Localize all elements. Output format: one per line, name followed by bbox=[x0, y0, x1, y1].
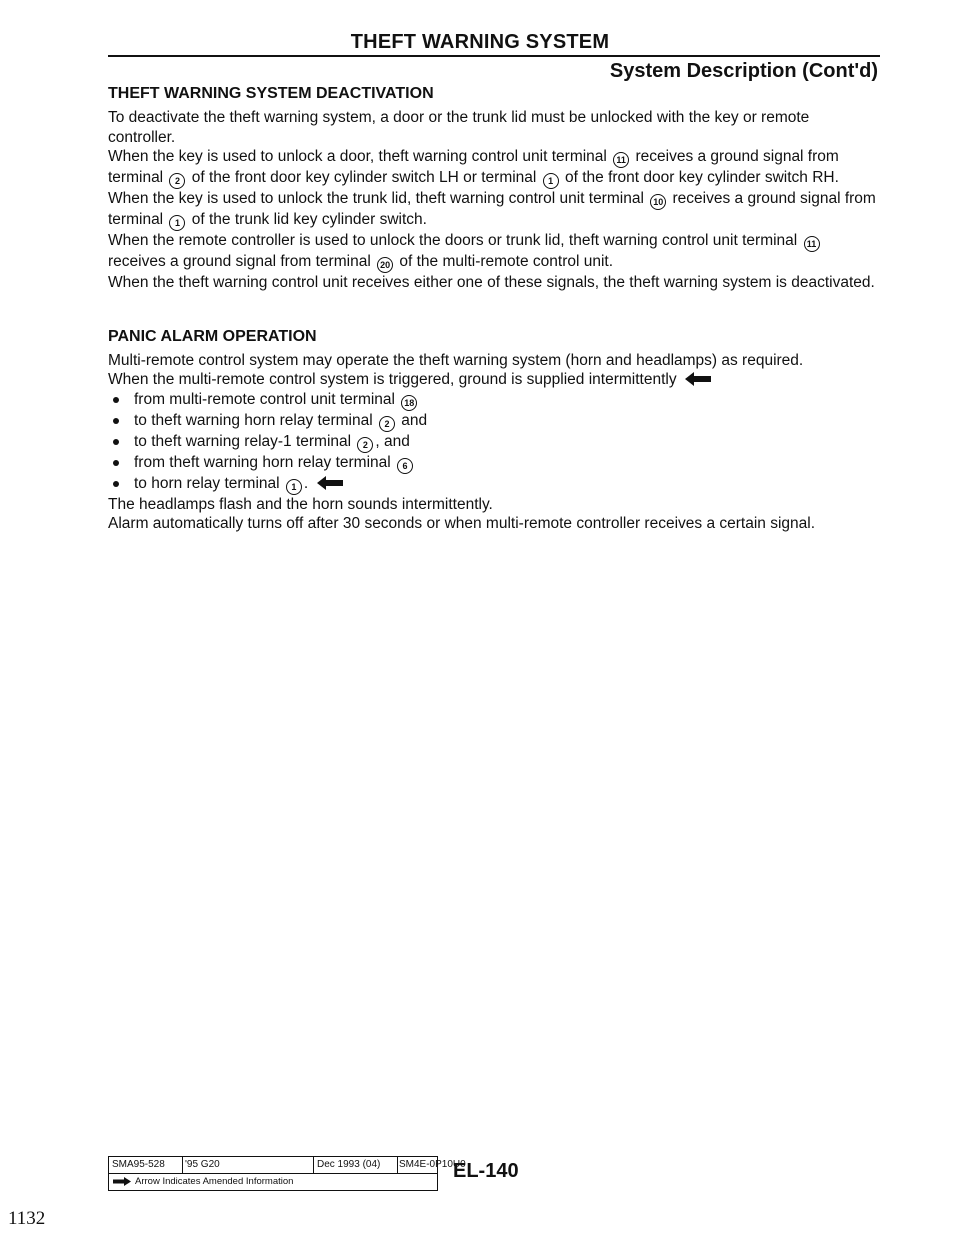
text: When the multi-remote control system is triggered, ground is supplied intermittently bbox=[108, 371, 677, 389]
text: to horn relay terminal bbox=[134, 474, 280, 492]
text: receives a ground signal from terminal bbox=[108, 253, 371, 271]
footer-date: Dec 1993 (04) bbox=[313, 1157, 398, 1173]
paragraph bbox=[108, 189, 880, 231]
document-body bbox=[108, 84, 880, 534]
header-rule bbox=[108, 55, 880, 57]
footer-legend bbox=[113, 1174, 293, 1189]
text: to theft warning horn relay terminal bbox=[134, 411, 373, 429]
paragraph: To deactivate the theft warning system, a door or the trunk lid must be unlocked with the key or remote controller. bbox=[108, 109, 810, 146]
text: to theft warning relay-1 terminal bbox=[134, 432, 352, 450]
amended-arrow-icon bbox=[317, 476, 343, 490]
terminal-number: 20 bbox=[377, 257, 393, 273]
text: When the key is used to unlock the trunk lid, theft warning control unit terminal bbox=[108, 190, 644, 208]
paragraph bbox=[108, 231, 880, 273]
paragraph: When the theft warning control unit receives either one of these signals, the theft warning system is deactivated. bbox=[108, 274, 875, 292]
text: . bbox=[303, 474, 309, 492]
terminal-number: 6 bbox=[397, 458, 413, 474]
page-header-subtitle: System Description (Cont'd) bbox=[609, 60, 878, 82]
list-item bbox=[108, 474, 880, 495]
paragraph: Multi-remote control system may operate the theft warning system (horn and headlamps) as required. bbox=[108, 352, 804, 370]
section-heading: THEFT WARNING SYSTEM DEACTIVATION bbox=[108, 85, 434, 102]
section-heading: PANIC ALARM OPERATION bbox=[108, 327, 317, 345]
footer-code: SM4E-0P10U0 bbox=[399, 1159, 466, 1170]
footer-model: '95 G20 bbox=[185, 1159, 220, 1170]
text: of the front door key cylinder switch LH or terminal bbox=[191, 169, 537, 187]
page-code: EL-140 bbox=[453, 1160, 519, 1182]
list-item bbox=[108, 432, 880, 453]
paragraph bbox=[108, 370, 880, 389]
footer-legend-text: Arrow Indicates Amended Information bbox=[135, 1176, 294, 1187]
page-number: 1132 bbox=[8, 1208, 46, 1229]
text: receives a ground signal from terminal bbox=[108, 190, 876, 229]
footer-row bbox=[109, 1157, 466, 1174]
text: of the front door key cylinder switch RH. bbox=[564, 169, 839, 187]
text: and bbox=[401, 411, 428, 429]
terminal-number: 11 bbox=[804, 236, 820, 252]
text: from multi-remote control unit terminal bbox=[134, 390, 395, 408]
paragraph: The headlamps flash and the horn sounds intermittently. bbox=[108, 495, 493, 513]
terminal-number: 1 bbox=[286, 479, 302, 495]
text: When the remote controller is used to unlock the doors or trunk lid, theft warning control unit terminal bbox=[108, 232, 798, 250]
terminal-number: 2 bbox=[357, 437, 373, 453]
terminal-number: 1 bbox=[169, 215, 185, 231]
list-item bbox=[108, 453, 880, 474]
paragraph bbox=[108, 147, 880, 189]
terminal-number: 10 bbox=[650, 194, 666, 210]
section-panic-alarm bbox=[108, 327, 880, 534]
list-item bbox=[108, 411, 880, 432]
terminal-number: 11 bbox=[613, 152, 629, 168]
footer-ref: SMA95-528 bbox=[109, 1157, 183, 1173]
text: of the trunk lid key cylinder switch. bbox=[191, 211, 427, 229]
text: from theft warning horn relay terminal bbox=[134, 453, 391, 471]
amended-arrow-icon bbox=[685, 372, 711, 386]
terminal-number: 1 bbox=[543, 173, 559, 189]
paragraph: Alarm automatically turns off after 30 seconds or when multi-remote controller receives a certain signal. bbox=[108, 515, 815, 533]
terminal-number: 18 bbox=[401, 395, 417, 411]
text: , and bbox=[375, 432, 410, 450]
terminal-number: 2 bbox=[379, 416, 395, 432]
amended-arrow-icon bbox=[113, 1177, 131, 1186]
list-item bbox=[108, 390, 880, 411]
footer-reference-box bbox=[108, 1156, 466, 1191]
text: of the multi-remote control unit. bbox=[399, 253, 614, 271]
terminal-number: 2 bbox=[169, 173, 185, 189]
text: receives a ground signal from terminal bbox=[108, 148, 839, 187]
terminal-path-list bbox=[108, 390, 880, 495]
text: When the key is used to unlock a door, theft warning control unit terminal bbox=[108, 148, 607, 166]
section-deactivation bbox=[108, 84, 880, 293]
page-header-title: THEFT WARNING SYSTEM bbox=[350, 31, 610, 53]
